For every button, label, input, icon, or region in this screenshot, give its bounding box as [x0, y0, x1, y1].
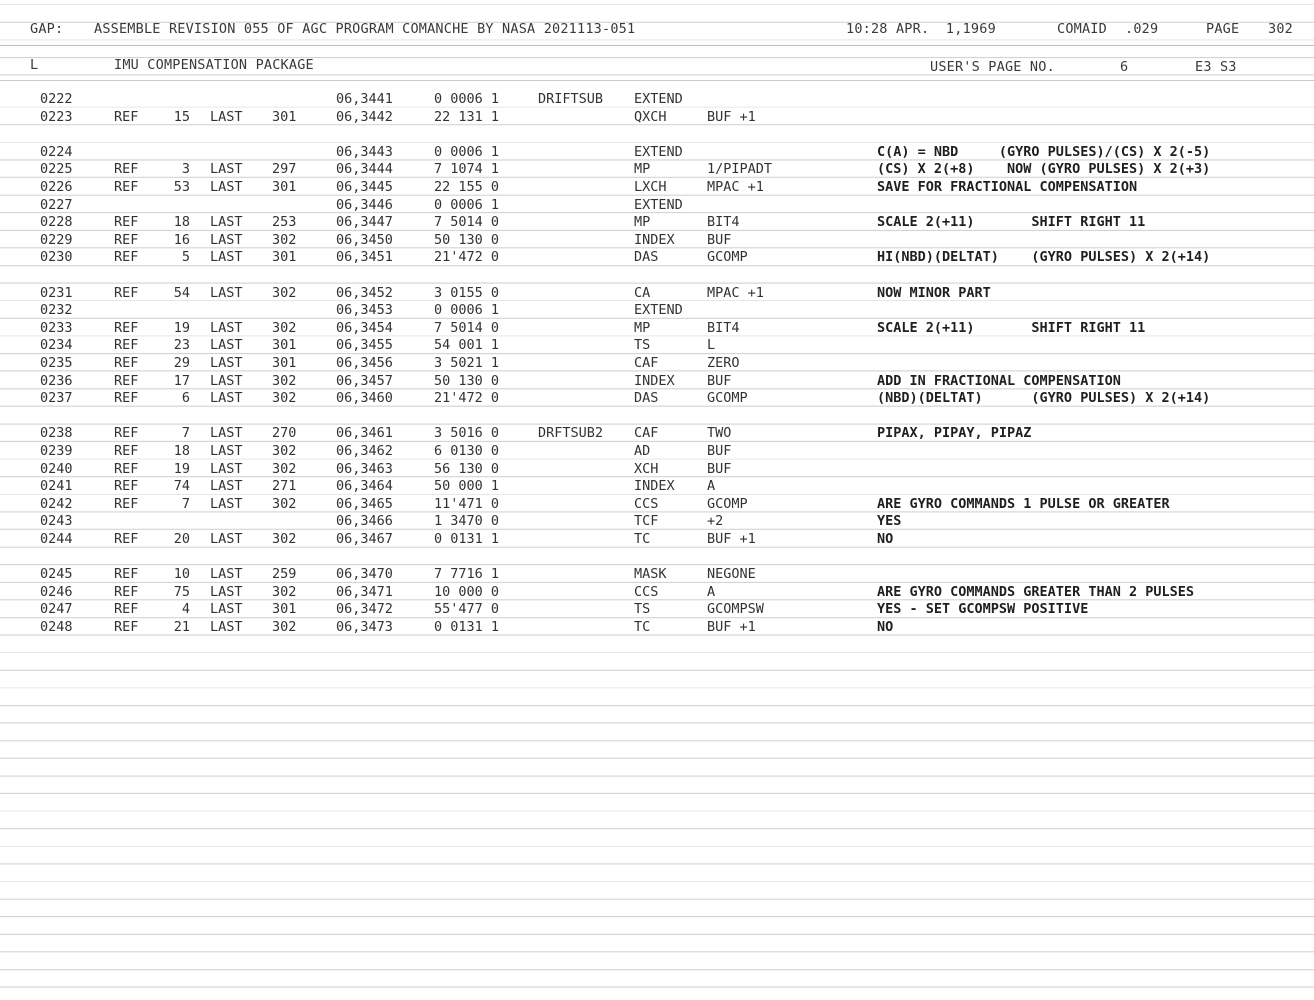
listing-ref-count: 6 [181, 390, 190, 407]
listing-last-label: LAST [210, 161, 243, 178]
listing-row [0, 478, 1314, 496]
listing-last-page: 302 [272, 583, 297, 600]
listing-row [0, 531, 1314, 549]
listing-row [0, 461, 1314, 479]
listing-last-page: 297 [272, 161, 297, 178]
listing-address: 06,3466 [336, 513, 393, 530]
listing-machine-code: 54 001 1 [434, 337, 500, 354]
listing-row [0, 320, 1314, 338]
listing-operand: BUF [707, 231, 732, 248]
subheader-package-title: IMU COMPENSATION PACKAGE [114, 57, 314, 73]
listing-row [0, 91, 1314, 109]
listing-address: 06,3460 [336, 390, 393, 407]
listing-machine-code: 3 5016 0 [434, 425, 500, 442]
listing-line-number: 0243 [40, 513, 73, 530]
listing-row [0, 197, 1314, 215]
listing-ref-label: REF [114, 337, 139, 354]
listing-opcode: TC [634, 531, 651, 547]
listing-row [0, 161, 1314, 179]
listing-last-page: 302 [272, 443, 297, 459]
listing-operand: BUF +1 [707, 108, 756, 125]
listing-line-number: 0222 [40, 91, 73, 107]
listing-machine-code: 56 130 0 [434, 460, 500, 477]
listing-last-page: 301 [272, 337, 297, 354]
listing-ref-label: REF [114, 372, 139, 389]
listing-machine-code: 21'472 0 [434, 390, 500, 407]
listing-address: 06,3443 [336, 143, 393, 160]
listing-last-label: LAST [210, 284, 243, 301]
listing-line-number: 0239 [40, 443, 73, 459]
listing-ref-count: 10 [173, 566, 190, 583]
listing-ref-count: 4 [181, 601, 190, 618]
listing-operand: GCOMP [707, 390, 748, 407]
listing-line-number: 0241 [40, 478, 73, 495]
listing-address: 06,3472 [336, 601, 393, 618]
listing-address: 06,3441 [336, 91, 393, 107]
listing-operand: GCOMP [707, 249, 748, 266]
listing-address: 06,3470 [336, 566, 393, 583]
listing-row [0, 144, 1314, 162]
listing-row [0, 249, 1314, 267]
listing-opcode: DAS [634, 390, 659, 407]
listing-row [0, 584, 1314, 602]
listing-address: 06,3463 [336, 460, 393, 477]
listing-line-number: 0227 [40, 196, 73, 213]
listing-comment: NO [877, 531, 894, 547]
listing-last-page: 302 [272, 531, 297, 547]
listing-line-number: 0234 [40, 337, 73, 354]
listing-machine-code: 50 130 0 [434, 372, 500, 389]
listing-machine-code: 7 1074 1 [434, 161, 500, 178]
listing-last-label: LAST [210, 372, 243, 389]
listing-row [0, 337, 1314, 355]
listing-last-label: LAST [210, 425, 243, 442]
listing-last-label: LAST [210, 478, 243, 495]
listing-machine-code: 0 0006 1 [434, 302, 500, 319]
listing-ref-count: 17 [173, 372, 190, 389]
listing-comment: NO [877, 619, 894, 635]
listing-opcode: CA [634, 284, 651, 301]
listing-opcode: TS [634, 337, 651, 354]
listing-comment: (CS) X 2(+8) NOW (GYRO PULSES) X 2(+3) [877, 161, 1211, 178]
listing-operand: BUF [707, 460, 732, 477]
header-page-number: 302 [1268, 21, 1293, 37]
listing-address: 06,3461 [336, 425, 393, 442]
listing-ref-label: REF [114, 179, 139, 195]
listing-machine-code: 0 0131 1 [434, 619, 500, 635]
listing-operand: BUF [707, 443, 732, 459]
listing-comment: YES - SET GCOMPSW POSITIVE [877, 601, 1089, 618]
listing-line-number: 0231 [40, 284, 73, 301]
listing-comment: SCALE 2(+11) SHIFT RIGHT 11 [877, 214, 1146, 231]
listing-opcode: MP [634, 161, 651, 178]
listing-operand: BIT4 [707, 319, 740, 336]
listing-last-page: 259 [272, 566, 297, 583]
listing-machine-code: 21'472 0 [434, 249, 500, 266]
listing-row [0, 513, 1314, 531]
listing-operand: TWO [707, 425, 732, 442]
listing-line-number: 0226 [40, 179, 73, 195]
listing-last-label: LAST [210, 619, 243, 635]
listing-last-page: 271 [272, 478, 297, 495]
listing-ref-count: 15 [173, 108, 190, 125]
listing-row [0, 496, 1314, 514]
listing-ref-count: 16 [173, 231, 190, 248]
listing-ref-label: REF [114, 214, 139, 231]
listing-opcode: CAF [634, 425, 659, 442]
listing-machine-code: 0 0006 1 [434, 91, 500, 107]
listing-machine-code: 3 5021 1 [434, 355, 500, 371]
listing-opcode: TS [634, 601, 651, 618]
listing-line-number: 0228 [40, 214, 73, 231]
listing-address: 06,3464 [336, 478, 393, 495]
listing-machine-code: 7 7716 1 [434, 566, 500, 583]
listing-ref-count: 18 [173, 443, 190, 459]
listing-row [0, 619, 1314, 637]
listing-ref-label: REF [114, 390, 139, 407]
listing-ref-count: 53 [173, 179, 190, 195]
listing-machine-code: 10 000 0 [434, 583, 500, 600]
listing-opcode: MASK [634, 566, 667, 583]
listing-machine-code: 6 0130 0 [434, 443, 500, 459]
listing-ref-label: REF [114, 443, 139, 459]
listing-ref-label: REF [114, 425, 139, 442]
subheader-marker: L [30, 57, 39, 73]
listing-machine-code: 50 000 1 [434, 478, 500, 495]
listing-machine-code: 0 0006 1 [434, 143, 500, 160]
listing-ref-label: REF [114, 531, 139, 547]
listing-opcode: CCS [634, 583, 659, 600]
listing-last-label: LAST [210, 231, 243, 248]
listing-machine-code: 0 0131 1 [434, 531, 500, 547]
listing-ref-count: 19 [173, 319, 190, 336]
subheader-divider [0, 80, 1314, 81]
listing-row [0, 179, 1314, 197]
listing-last-label: LAST [210, 249, 243, 266]
header-divider [0, 45, 1314, 46]
listing-ref-count: 74 [173, 478, 190, 495]
listing-operand: A [707, 478, 716, 495]
listing-last-page: 302 [272, 372, 297, 389]
listing-ref-label: REF [114, 249, 139, 266]
listing-address: 06,3450 [336, 231, 393, 248]
header-page-label: PAGE [1206, 21, 1240, 37]
listing-operand: MPAC +1 [707, 284, 764, 301]
listing-line-number: 0225 [40, 161, 73, 178]
listing-last-page: 302 [272, 619, 297, 635]
listing-last-label: LAST [210, 108, 243, 125]
listing-opcode: MP [634, 319, 651, 336]
listing-row [0, 390, 1314, 408]
listing-comment: HI(NBD)(DELTAT) (GYRO PULSES) X 2(+14) [877, 249, 1211, 266]
subheader-users-page-label: USER'S PAGE NO. [930, 59, 1055, 75]
listing-operand: L [707, 337, 716, 354]
listing-last-page: 302 [272, 390, 297, 407]
header-gap-label: GAP: [30, 21, 64, 37]
listing-ref-label: REF [114, 161, 139, 178]
listing-row [0, 232, 1314, 250]
listing-row [0, 109, 1314, 127]
listing-line-number: 0237 [40, 390, 73, 407]
listing-machine-code: 11'471 0 [434, 495, 500, 512]
listing-operand: GCOMP [707, 495, 748, 512]
listing-ref-label: REF [114, 478, 139, 495]
listing-line-number: 0236 [40, 372, 73, 389]
listing-comment: ARE GYRO COMMANDS GREATER THAN 2 PULSES [877, 583, 1194, 600]
listing-ref-count: 7 [181, 495, 190, 512]
listing-line-number: 0246 [40, 583, 73, 600]
listing-row [0, 302, 1314, 320]
listing-opcode: EXTEND [634, 143, 683, 160]
listing-last-page: 302 [272, 460, 297, 477]
listing-address: 06,3457 [336, 372, 393, 389]
listing-last-label: LAST [210, 355, 243, 371]
listing-opcode: EXTEND [634, 196, 683, 213]
listing-ref-count: 54 [173, 284, 190, 301]
listing-comment: ARE GYRO COMMANDS 1 PULSE OR GREATER [877, 495, 1170, 512]
listing-last-page: 302 [272, 284, 297, 301]
listing-operand: +2 [707, 513, 724, 530]
listing-operand: ZERO [707, 355, 740, 371]
listing-machine-code: 50 130 0 [434, 231, 500, 248]
listing-address: 06,3452 [336, 284, 393, 301]
listing-row [0, 355, 1314, 373]
listing-ref-count: 29 [173, 355, 190, 371]
header-datetime: 10:28 APR. 1,1969 [846, 21, 996, 37]
listing-last-label: LAST [210, 531, 243, 547]
listing-machine-code: 1 3470 0 [434, 513, 500, 530]
listing-last-page: 302 [272, 231, 297, 248]
listing-last-page: 253 [272, 214, 297, 231]
listing-line-number: 0248 [40, 619, 73, 635]
listing-machine-code: 55'477 0 [434, 601, 500, 618]
listing-last-page: 301 [272, 249, 297, 266]
listing-last-label: LAST [210, 566, 243, 583]
listing-line-number: 0244 [40, 531, 73, 547]
listing-opcode: EXTEND [634, 91, 683, 107]
listing-address: 06,3465 [336, 495, 393, 512]
listing-comment: YES [877, 513, 902, 530]
listing-ref-label: REF [114, 319, 139, 336]
listing-ref-count: 21 [173, 619, 190, 635]
listing-opcode: CCS [634, 495, 659, 512]
listing-comment: NOW MINOR PART [877, 284, 991, 301]
header-comaid-value: .029 [1125, 21, 1159, 37]
listing-opcode: INDEX [634, 231, 675, 248]
listing-row [0, 425, 1314, 443]
listing-opcode: QXCH [634, 108, 667, 125]
listing-ref-count: 75 [173, 583, 190, 600]
listing-operand: GCOMPSW [707, 601, 764, 618]
listing-last-label: LAST [210, 460, 243, 477]
listing-address: 06,3445 [336, 179, 393, 195]
listing-ref-label: REF [114, 566, 139, 583]
listing-comment: PIPAX, PIPAY, PIPAZ [877, 425, 1032, 442]
listing-last-label: LAST [210, 390, 243, 407]
listing-operand: NEGONE [707, 566, 756, 583]
listing-operand: 1/PIPADT [707, 161, 773, 178]
listing-machine-code: 7 5014 0 [434, 214, 500, 231]
listing-last-label: LAST [210, 319, 243, 336]
listing-comment: C(A) = NBD (GYRO PULSES)/(CS) X 2(-5) [877, 143, 1211, 160]
listing-line-number: 0240 [40, 460, 73, 477]
listing-address: 06,3471 [336, 583, 393, 600]
listing-address: 06,3451 [336, 249, 393, 266]
listing-opcode: MP [634, 214, 651, 231]
listing-address: 06,3462 [336, 443, 393, 459]
listing-ref-label: REF [114, 583, 139, 600]
listing-last-page: 301 [272, 179, 297, 195]
listing-line-number: 0242 [40, 495, 73, 512]
listing-line-number: 0229 [40, 231, 73, 248]
listing-line-number: 0245 [40, 566, 73, 583]
listing-address: 06,3456 [336, 355, 393, 371]
listing-row [0, 285, 1314, 303]
listing-ref-label: REF [114, 495, 139, 512]
listing-last-page: 270 [272, 425, 297, 442]
listing-ref-label: REF [114, 284, 139, 301]
listing-machine-code: 3 0155 0 [434, 284, 500, 301]
listing-ref-count: 23 [173, 337, 190, 354]
listing-operand: BUF +1 [707, 619, 756, 635]
listing-ref-count: 20 [173, 531, 190, 547]
listing-opcode: INDEX [634, 478, 675, 495]
subheader-code: E3 S3 [1195, 59, 1237, 75]
header-title: ASSEMBLE REVISION 055 OF AGC PROGRAM COMANCHE BY NASA 2021113-051 [94, 21, 636, 37]
listing-opcode: DAS [634, 249, 659, 266]
listing-last-label: LAST [210, 495, 243, 512]
listing-last-page: 301 [272, 108, 297, 125]
listing-comment: SCALE 2(+11) SHIFT RIGHT 11 [877, 319, 1146, 336]
listing-ref-count: 7 [181, 425, 190, 442]
listing-ref-count: 5 [181, 249, 190, 266]
listing-machine-code: 0 0006 1 [434, 196, 500, 213]
listing-opcode: AD [634, 443, 651, 459]
listing-line-number: 0224 [40, 143, 73, 160]
listing-opcode: INDEX [634, 372, 675, 389]
listing-operand: BUF +1 [707, 531, 756, 547]
listing-address: 06,3447 [336, 214, 393, 231]
listing-last-page: 301 [272, 601, 297, 618]
listing-row [0, 214, 1314, 232]
listing-opcode: CAF [634, 355, 659, 371]
listing-line-number: 0238 [40, 425, 73, 442]
subheader-users-page-number: 6 [1120, 59, 1129, 75]
listing-ref-count: 19 [173, 460, 190, 477]
listing-line-number: 0233 [40, 319, 73, 336]
listing-last-label: LAST [210, 337, 243, 354]
listing-ref-count: 3 [181, 161, 190, 178]
listing-opcode: LXCH [634, 179, 667, 195]
listing-address: 06,3455 [336, 337, 393, 354]
listing-last-page: 302 [272, 495, 297, 512]
listing-ref-label: REF [114, 108, 139, 125]
listing-address: 06,3442 [336, 108, 393, 125]
listing-machine-code: 22 131 1 [434, 108, 500, 125]
listing-symbol-label: DRIFTSUB [538, 91, 604, 107]
listing-opcode: EXTEND [634, 302, 683, 319]
listing-opcode: TCF [634, 513, 659, 530]
listing-address: 06,3467 [336, 531, 393, 547]
listing-comment: (NBD)(DELTAT) (GYRO PULSES) X 2(+14) [877, 390, 1211, 407]
listing-operand: MPAC +1 [707, 179, 764, 195]
listing-ref-label: REF [114, 231, 139, 248]
listing-address: 06,3444 [336, 161, 393, 178]
listing-machine-code: 22 155 0 [434, 179, 500, 195]
listing-row [0, 443, 1314, 461]
listing-comment: ADD IN FRACTIONAL COMPENSATION [877, 372, 1121, 389]
listing-operand: BIT4 [707, 214, 740, 231]
listing-symbol-label: DRFTSUB2 [538, 425, 604, 442]
listing-operand: A [707, 583, 716, 600]
listing-line-number: 0232 [40, 302, 73, 319]
listing-row [0, 601, 1314, 619]
listing-last-label: LAST [210, 601, 243, 618]
listing-line-number: 0223 [40, 108, 73, 125]
listing-address: 06,3453 [336, 302, 393, 319]
listing-last-page: 301 [272, 355, 297, 371]
listing-line-number: 0230 [40, 249, 73, 266]
listing-ref-label: REF [114, 460, 139, 477]
listing-operand: BUF [707, 372, 732, 389]
listing-last-label: LAST [210, 214, 243, 231]
listing-line-number: 0235 [40, 355, 73, 371]
listing-row [0, 373, 1314, 391]
listing-opcode: TC [634, 619, 651, 635]
listing-line-number: 0247 [40, 601, 73, 618]
listing-ref-label: REF [114, 619, 139, 635]
header-comaid-label: COMAID [1057, 21, 1107, 37]
listing-machine-code: 7 5014 0 [434, 319, 500, 336]
listing-opcode: XCH [634, 460, 659, 477]
listing-ref-count: 18 [173, 214, 190, 231]
listing-last-label: LAST [210, 443, 243, 459]
listing-last-label: LAST [210, 583, 243, 600]
listing-address: 06,3473 [336, 619, 393, 635]
listing-address: 06,3446 [336, 196, 393, 213]
listing-address: 06,3454 [336, 319, 393, 336]
listing-ref-label: REF [114, 601, 139, 618]
listing-row [0, 566, 1314, 584]
listing-comment: SAVE FOR FRACTIONAL COMPENSATION [877, 179, 1138, 195]
listing-last-page: 302 [272, 319, 297, 336]
listing-ref-label: REF [114, 355, 139, 371]
listing-last-label: LAST [210, 179, 243, 195]
